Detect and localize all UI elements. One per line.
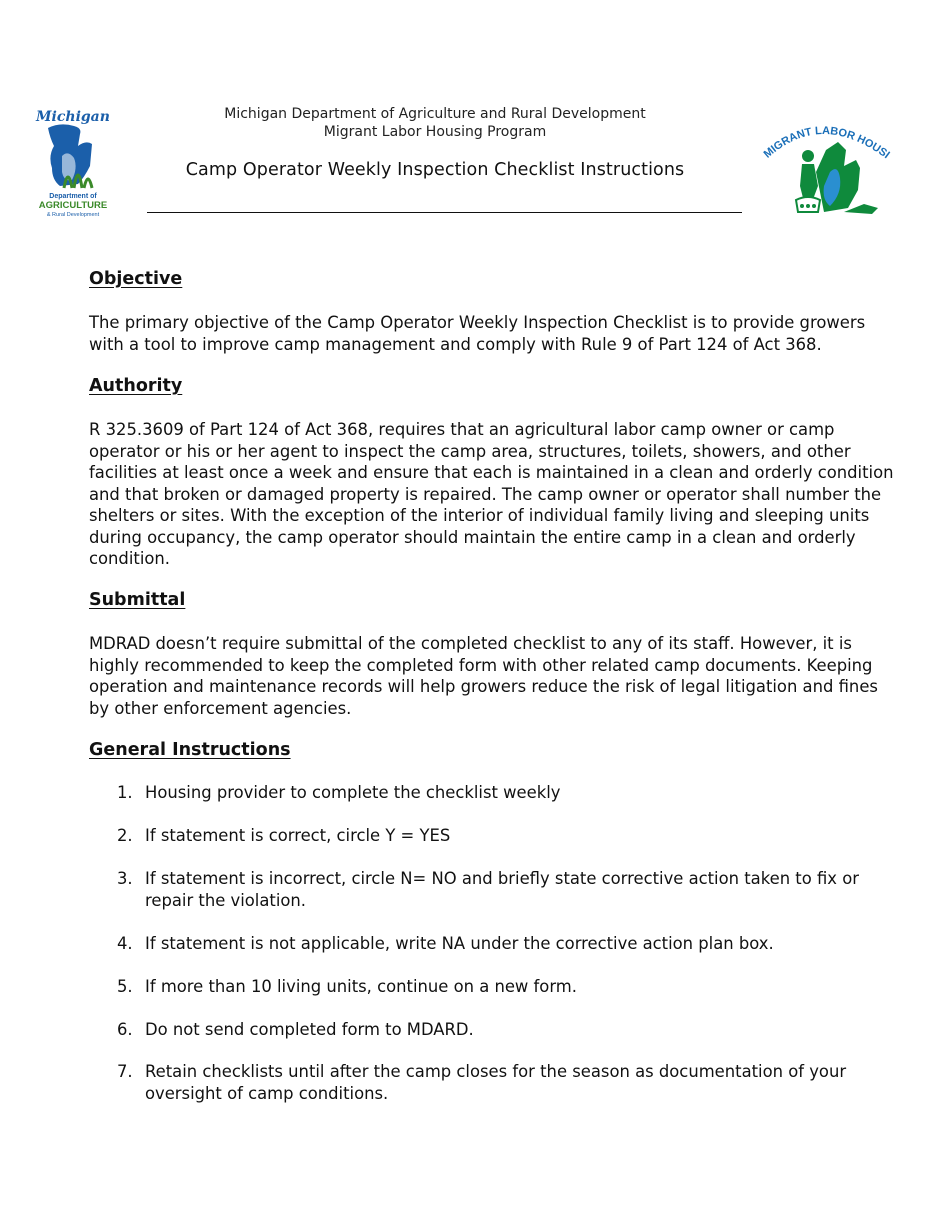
objective-text: The primary objective of the Camp Operator Weekly Inspection Checklist is to provide growers with a tool to improve camp management and comply with Rule 9 of Part 124 of Act 368. [89,313,866,354]
migrant-labor-housing-logo [760,116,892,216]
authority-heading: Authority [89,376,183,396]
general-instructions-heading: General Instructions [89,740,291,760]
list-item-number: 3. [117,869,133,888]
list-item-text: If statement is not applicable, write NA under the corrective action plan box. [145,933,774,953]
list-item [89,933,879,955]
instructions-list [89,782,879,1104]
authority-text: R 325.3609 of Part 124 of Act 368, requires that an agricultural labor camp owner or camp operator or his or her agent to inspect the camp area, structures, toilets, showers, and other facilities at least once a week and ensure that each is maintained in a clean and orderly condition and that broken or damaged property is repaired. The camp owner or operator shall number the shelters or sites. With the exception of the interior of individual family living and sleeping units during occupancy, the camp operator should maintain the entire camp in a clean and orderly condition. [89,420,894,568]
department-name: Michigan Department of Agriculture and Rural Development [224,106,646,122]
list-item [89,1061,879,1104]
page-header [0,0,950,230]
list-item-text: Housing provider to complete the checklist weekly [145,783,561,802]
svg-text:& Rural Development: & Rural Development [46,212,100,218]
mdard-logo [34,106,112,218]
logo-michigan-text: Michigan [36,109,110,125]
list-item-number: 7. [117,1062,133,1081]
list-item-number: 5. [117,976,133,996]
list-item-number: 4. [117,933,133,953]
program-name: Migrant Labor Housing Program [323,124,547,140]
submittal-heading: Submittal [89,590,186,610]
list-item-number: 2. [117,826,133,845]
list-item [89,976,879,998]
list-item-text: If statement is incorrect, circle N= NO and briefly state corrective action taken to fix or repair the violation. [145,869,859,910]
svg-text:Department of: Department of [49,193,97,200]
list-item-text: If more than 10 living units, continue on a new form. [145,976,577,996]
list-item-text: Do not send completed form to MDARD. [145,1019,474,1039]
svg-text:AGRICULTURE: AGRICULTURE [38,200,108,211]
list-item-text: Retain checklists until after the camp closes for the season as documentation of your oversight of camp conditions. [145,1062,847,1103]
header-divider [147,212,742,213]
list-item-number: 6. [117,1019,133,1039]
svg-text:MIGRANT LABOR HOUSING: MIGRANT LABOR HOUSI [761,124,892,162]
list-item [89,825,879,847]
submittal-text: MDRAD doesn’t require submittal of the completed checklist to any of its staff. However, it is highly recommended to keep the completed form with other related camp documents. Keeping operation and maintenance records will help growers reduce the risk of legal litigation and fines by other enforcement agencies. [89,634,878,718]
list-item-text: If statement is correct, circle Y = YES [145,826,451,845]
list-item [89,782,879,804]
list-item [89,868,879,911]
objective-heading: Objective [89,269,183,289]
page-title: Camp Operator Weekly Inspection Checklist Instructions [185,160,685,180]
list-item-number: 1. [117,783,133,802]
list-item [89,1019,879,1041]
